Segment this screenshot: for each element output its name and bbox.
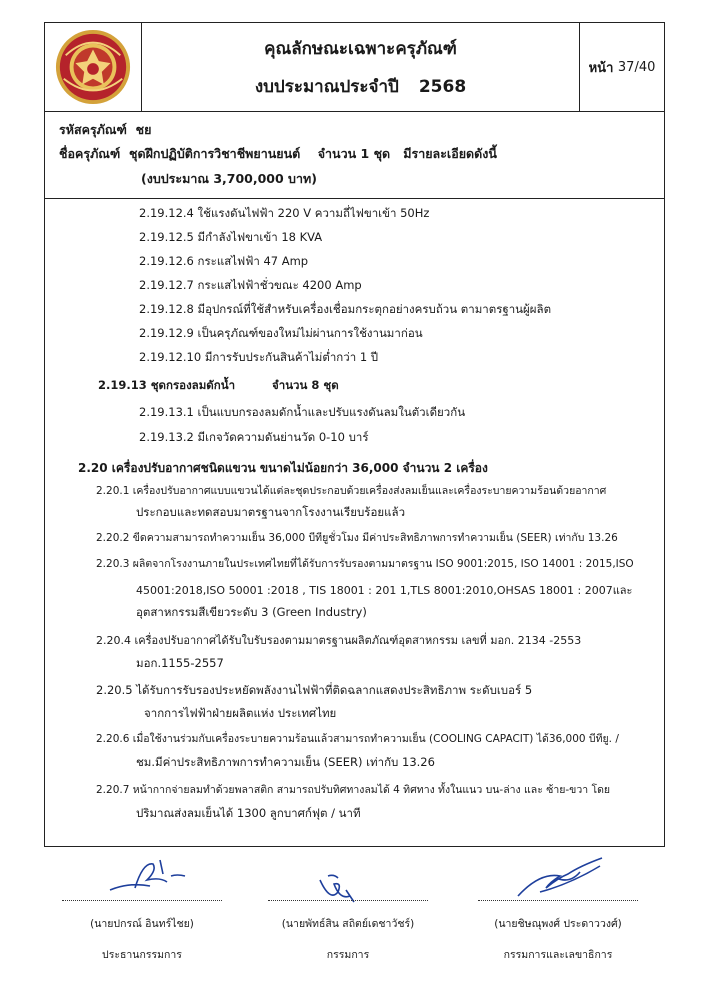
detail-text: มีรายละเอียดดังนี้: [403, 146, 497, 161]
budget-year-label: งบประมาณประจำปี: [254, 77, 399, 97]
signer-name: (นายชิษณุพงศ์ ประดาววงศ์): [494, 918, 622, 930]
spec-line: 2.19.12.10 มีการรับประกันสินค้าไม่ต่ำกว่า 1 ปี: [139, 350, 379, 364]
name-label: ชื่อครุภัณฑ์: [59, 146, 121, 161]
page-label: หน้า: [588, 60, 614, 76]
spec-line: ประกอบและทดสอบมาตรฐานจากโรงงานเรียบร้อยแล้ว: [136, 505, 406, 519]
page-number: 37/40: [617, 59, 656, 75]
signer-role: กรรมการ: [326, 949, 370, 961]
document-title: คุณลักษณะเฉพาะครุภัณฑ์: [264, 39, 457, 59]
spec-line: 2.19.12.8 มีอุปกรณ์ที่ใช้สำหรับเครื่องเชื่อมกระตุกอย่างครบถ้วน ตามาตรฐานผู้ผลิต: [139, 302, 552, 316]
spec-line: 2.19.12.6 กระแสไฟฟ้า 47 Amp: [139, 254, 309, 268]
section-heading: 2.20 เครื่องปรับอากาศชนิดแขวน ขนาดไม่น้อยกว่า 36,000 จำนวน 2 เครื่อง: [78, 461, 488, 475]
quantity-text: จำนวน 1 ชุด: [317, 146, 391, 161]
spec-line: ชม.มีค่าประสิทธิภาพการทำความเย็น (SEER) เท่ากับ 13.26: [136, 755, 435, 769]
signature-line: [268, 900, 428, 901]
spec-line: 2.19.13.2 มีเกจวัดความดันย่านวัด 0-10 บาร์: [139, 430, 369, 444]
spec-line: 2.19.12.4 ใช้แรงดันไฟฟ้า 220 V ความถี่ไฟขาเข้า 50Hz: [139, 206, 430, 220]
spec-line: 2.19.13.1 เป็นแบบกรองลมดักน้ำและปรับแรงดันลมในตัวเดียวกัน: [139, 405, 466, 419]
signature-mark: [105, 852, 195, 897]
signer-name: (นายพัทธ์สิน สถิตย์เดชาวัชร์): [281, 918, 415, 930]
page-number-cell: [579, 23, 664, 111]
vocational-education-logo: [54, 28, 132, 106]
equipment-name: [59, 144, 497, 164]
spec-line: 2.20.6 เมื่อใช้งานร่วมกับเครื่องระบายความร้อนแล้วสามารถทำความเย็น (COOLING CAPACIT) ได้36,000 บีทียู. /: [96, 733, 619, 745]
signature-block: [37, 915, 247, 963]
name-value: ชุดฝึกปฏิบัติการวิชาชีพยานยนต์: [129, 146, 301, 161]
code-value: ชย: [135, 122, 152, 137]
code-label: รหัสครุภัณฑ์: [59, 122, 127, 137]
spec-line: มอก.1155-2557: [136, 656, 224, 670]
section-heading: 2.19.13 ชุดกรองลมดักน้ำ: [98, 378, 236, 392]
signer-role: ประธานกรรมการ: [102, 949, 182, 961]
spec-line: 2.19.12.9 เป็นครุภัณฑ์ของใหม่ไม่ผ่านการใช้งานมาก่อน: [139, 326, 423, 340]
signature-block: [243, 915, 453, 963]
spec-line: 2.20.5 ได้รับการรับรองประหยัดพลังงานไฟฟ้าที่ติดฉลากแสดงประสิทธิภาพ ระดับเบอร์ 5: [96, 683, 533, 697]
spec-line: 45001:2018,ISO 50001 :2018 , TIS 18001 : 201 1,TLS 8001:2010,OHSAS 18001 : 2007และ: [136, 584, 633, 597]
signer-role: กรรมการและเลขาธิการ: [503, 949, 613, 961]
signature-mark: [510, 852, 610, 902]
spec-line: จากการไฟฟ้าฝ่ายผลิตแห่ง ประเทศไทย: [144, 706, 337, 720]
logo-cell: [45, 23, 142, 111]
signature-line: [478, 900, 638, 901]
spec-line: 2.19.12.5 มีกำลังไฟขาเข้า 18 KVA: [139, 230, 323, 244]
spec-line: 2.20.7 หน้ากากจ่ายลมทำด้วยพลาสติก สามารถปรับทิศทางลมได้ 4 ทิศทาง ทั้งในแนว บน-ล่าง และ ซ้าย-ขวา โดย: [96, 784, 611, 796]
signature-mark: [310, 872, 370, 907]
spec-line: 2.20.4 เครื่องปรับอากาศได้รับใบรับรองตามมาตรฐานผลิตภัณฑ์อุตสาหกรรม เลขที่ มอก. 2134 -2553: [96, 634, 582, 647]
spec-line: ปริมาณส่งลมเย็นได้ 1300 ลูกบาศก์ฟุต / นาที: [136, 806, 361, 820]
signer-name: (นายปกรณ์ อินทร์ไชย): [90, 918, 194, 930]
signature-line: [62, 900, 222, 901]
spec-line: 2.20.2 ขีดความสามารถทำความเย็น 36,000 บีทียูชั่วโมง มีค่าประสิทธิภาพการทำความเย็น (SEER) เท่ากับ 13.26: [96, 532, 618, 544]
budget-year-title: [141, 73, 580, 100]
spec-line: 2.20.1 เครื่องปรับอากาศแบบแขวนได้แต่ละชุดประกอบด้วยเครื่องส่งลมเย็นและเครื่องระบายความร้อนด้วยอากาศ: [96, 485, 607, 497]
budget-text: (งบประมาณ 3,700,000 บาท): [141, 171, 317, 186]
section-quantity: จำนวน 8 ชุด: [272, 378, 339, 392]
budget-year-value: 2568: [418, 77, 467, 97]
signature-block: [453, 915, 663, 963]
equipment-info: [45, 111, 664, 199]
spec-line: อุตสาหกรรมสีเขียวระดับ 3 (Green Industry): [136, 605, 367, 619]
document-header: [45, 23, 664, 112]
spec-line: 2.19.12.7 กระแสไฟฟ้าชั่วขณะ 4200 Amp: [139, 278, 362, 292]
spec-line: 2.20.3 ผลิตจากโรงงานภายในประเทศไทยที่ได้รับการรับรองตามมาตรฐาน ISO 9001:2015, ISO 14001 : 2015,ISO: [96, 558, 634, 570]
equipment-code: [59, 120, 151, 140]
